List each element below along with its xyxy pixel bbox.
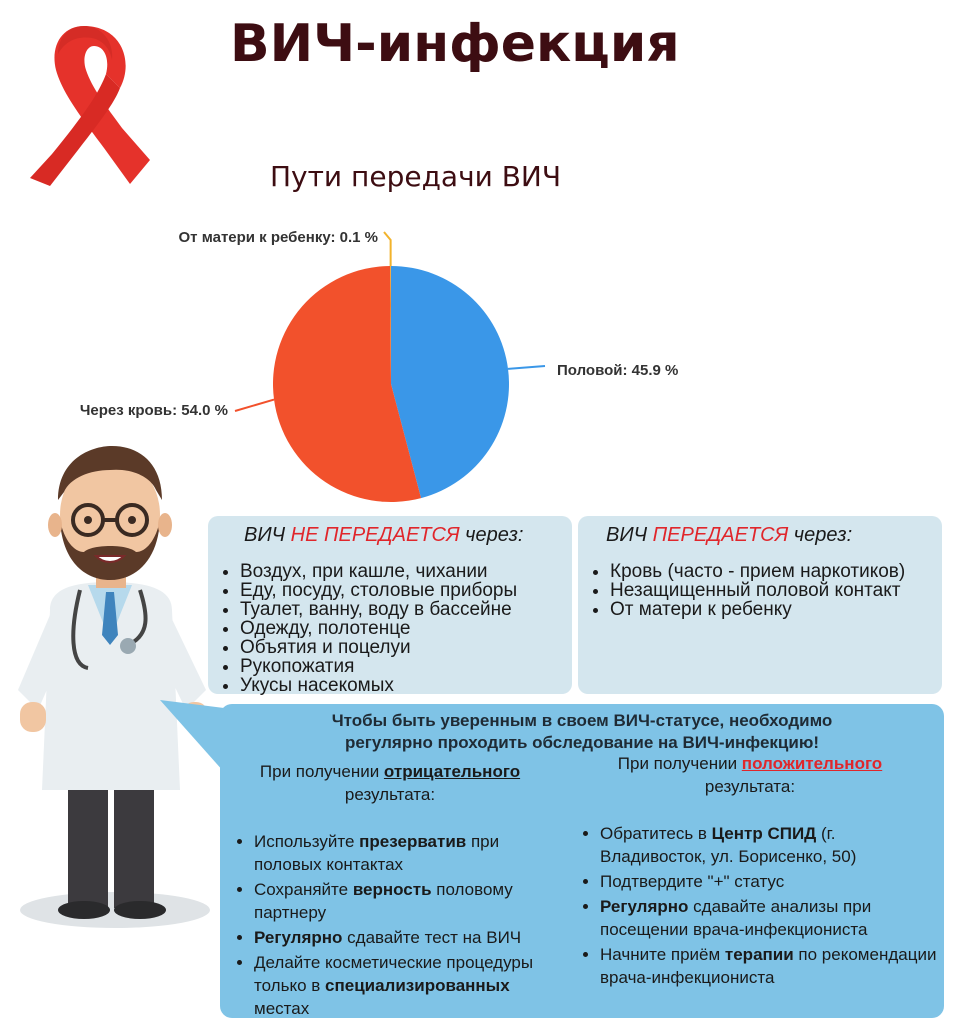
- transmitted-list: [578, 562, 905, 619]
- red-ribbon-icon: [22, 18, 157, 188]
- list-item: • Воздух, при кашле, чихании: [240, 562, 517, 581]
- pie-slice-mother-leader: [384, 232, 391, 266]
- list-item: • Делайте косметические процедуры только в специализированных местах: [254, 951, 554, 1020]
- list-item: • Еду, посуду, столовые приборы: [240, 581, 517, 600]
- slice-label-mother: От матери к ребенку: 0.1 %: [178, 229, 378, 246]
- slice-label-sexual: Половой: 45.9 %: [557, 362, 679, 379]
- list-item: • Незащищенный половой контакт: [610, 581, 905, 600]
- pie-slice-sexual-leader: [508, 366, 545, 369]
- list-item: • Рукопожатия: [240, 657, 517, 676]
- list-item: • Регулярно сдавайте анализы при посещении врача-инфекциониста: [600, 895, 940, 941]
- not-transmitted-title: ВИЧ НЕ ПЕРЕДАЕТСЯ через:: [244, 524, 524, 546]
- positive-list: [570, 822, 940, 991]
- list-item: • Используйте презерватив при половых контактах: [254, 830, 554, 876]
- list-item: • Обратитесь в Центр СПИД (г. Владивосток, ул. Борисенко, 50): [600, 822, 940, 868]
- list-item: • Регулярно сдавайте тест на ВИЧ: [254, 926, 554, 949]
- list-item: • Туалет, ванну, воду в бассейне: [240, 600, 517, 619]
- list-item: • Одежду, полотенце: [240, 619, 517, 638]
- advice-heading: Чтобы быть уверенным в своем ВИЧ-статусе, необходимо регулярно проходить обследование на ВИЧ-инфекцию!: [331, 711, 833, 752]
- transmitted-panel: [578, 516, 942, 694]
- list-item: • Начните приём терапии по рекомендации врача-инфекциониста: [600, 943, 940, 989]
- negative-list: [224, 830, 554, 1022]
- positive-heading: При получении положительного результата:: [617, 754, 883, 796]
- negative-heading: При получении отрицательного результата:: [259, 762, 521, 804]
- list-item: • Подтвердите "+" статус: [600, 870, 940, 893]
- list-item: • Кровь (часто - прием наркотиков): [610, 562, 905, 581]
- doctor-illustration: [10, 440, 225, 930]
- list-item: • Сохраняйте верность половому партнеру: [254, 878, 554, 924]
- not-transmitted-list: [208, 562, 517, 695]
- chart-title: Пути передачи ВИЧ: [270, 160, 562, 193]
- list-item: • Объятия и поцелуи: [240, 638, 517, 657]
- transmitted-title: ВИЧ ПЕРЕДАЕТСЯ через:: [606, 524, 853, 546]
- list-item: • Укусы насекомых: [240, 676, 517, 695]
- pie-slice-blood-leader: [235, 400, 274, 411]
- advice-box: [220, 704, 944, 1018]
- not-transmitted-panel: [208, 516, 572, 694]
- list-item: • От матери к ребенку: [610, 600, 905, 619]
- page-title: ВИЧ-инфекция: [230, 14, 680, 74]
- slice-label-blood: Через кровь: 54.0 %: [79, 402, 228, 419]
